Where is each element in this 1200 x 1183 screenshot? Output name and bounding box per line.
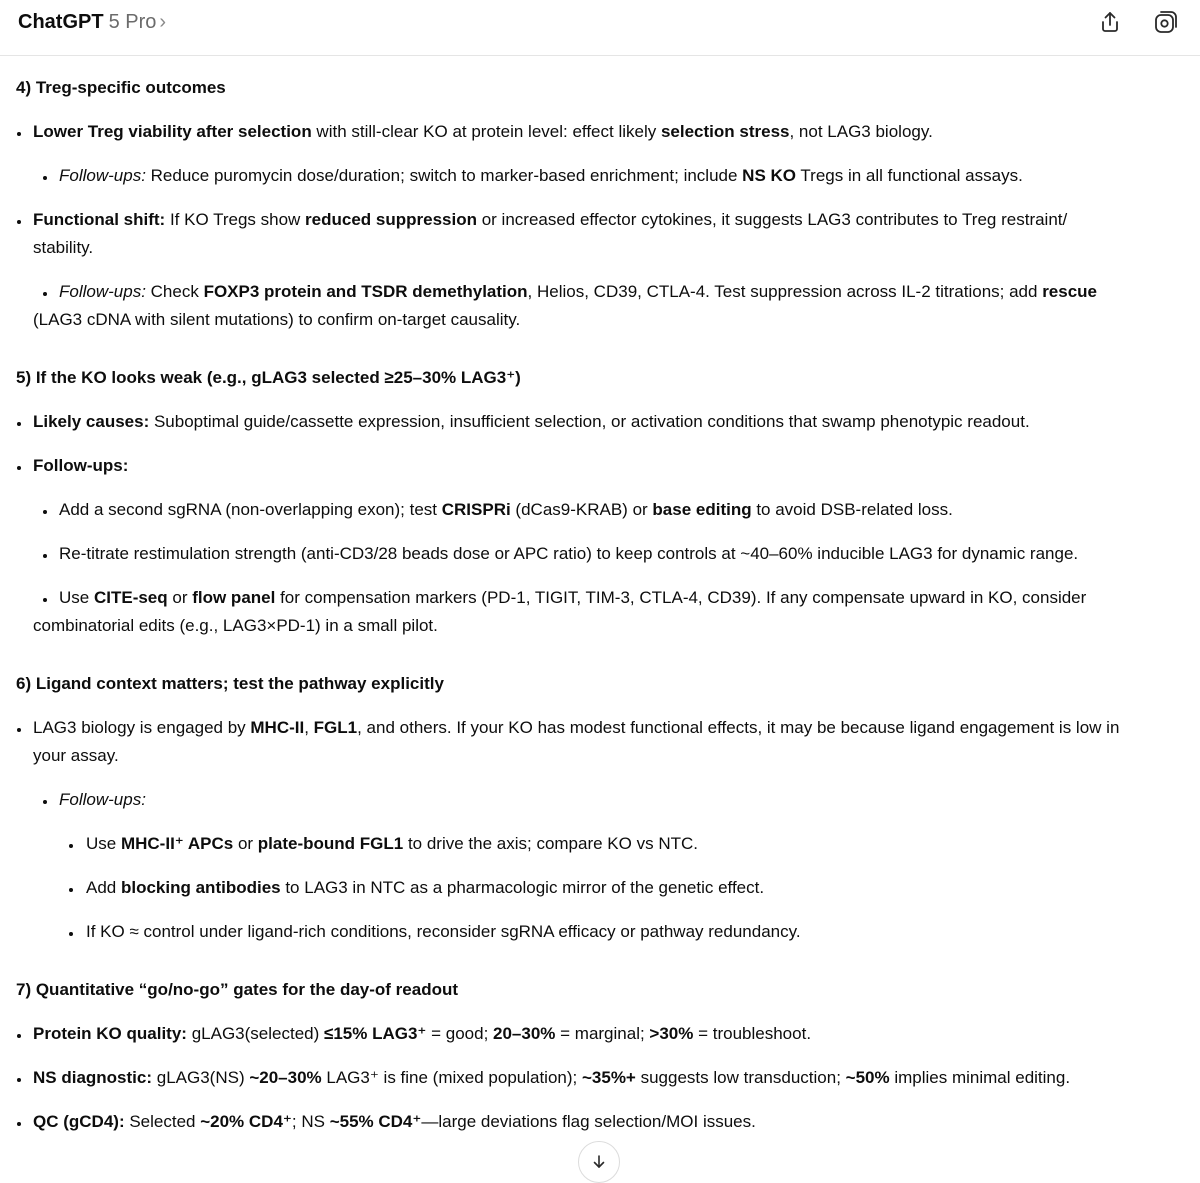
- bullet: [69, 932, 73, 936]
- list-item: QC (gCD4): Selected ~20% CD4⁺; NS ~55% CD4⁺—large deviations flag selection/MOI issues.: [33, 1112, 756, 1131]
- list-item: Follow-ups:: [59, 790, 146, 809]
- list-item-continued: combinatorial edits (e.g., LAG3×PD-1) in a small pilot.: [33, 616, 438, 635]
- section-heading: 6) Ligand context matters; test the pathway explicitly: [16, 674, 444, 693]
- bullet: [43, 800, 47, 804]
- list-item: Follow-ups: Check FOXP3 protein and TSDR demethylation, Helios, CD39, CTLA-4. Test suppression across IL-2 titrations; add rescue: [59, 282, 1098, 301]
- model-selector[interactable]: [18, 8, 166, 36]
- bullet: [17, 1034, 21, 1038]
- list-item: Use MHC-II⁺ APCs or plate-bound FGL1 to drive the axis; compare KO vs NTC.: [86, 834, 698, 853]
- section-heading: 5) If the KO looks weak (e.g., gLAG3 selected ≥25–30% LAG3⁺): [16, 368, 521, 387]
- list-item: Likely causes: Suboptimal guide/cassette expression, insufficient selection, or activation conditions that swamp phenotypic readout.: [33, 412, 1030, 431]
- bullet: [43, 598, 47, 602]
- new-chat-button[interactable]: [1150, 6, 1182, 38]
- bullet: [17, 728, 21, 732]
- new-chat-icon: [1153, 9, 1179, 35]
- top-bar: [0, 0, 1200, 56]
- bullet: [43, 554, 47, 558]
- share-icon: [1098, 10, 1122, 34]
- section-heading: 7) Quantitative “go/no-go” gates for the day-of readout: [16, 980, 459, 999]
- list-item: Functional shift: If KO Tregs show reduced suppression or increased effector cytokines, it suggests LAG3 contributes to Treg restraint/: [33, 210, 1068, 229]
- bullet: [17, 132, 21, 136]
- scroll-to-bottom-button[interactable]: [578, 1141, 620, 1183]
- chevron-right-icon: ›: [159, 10, 167, 33]
- bullet: [69, 888, 73, 892]
- list-item: Follow-ups: Reduce puromycin dose/duration; switch to marker-based enrichment; include NS KO Tregs in all functional assays.: [59, 166, 1023, 185]
- section-heading: 4) Treg-specific outcomes: [16, 78, 226, 97]
- bullet: [17, 422, 21, 426]
- bullet: [43, 176, 47, 180]
- list-item: Re-titrate restimulation strength (anti-CD3/28 beads dose or APC ratio) to keep controls at ~40–60% inducible LAG3 for dynamic range.: [59, 544, 1079, 563]
- model-name: 5 Pro: [108, 10, 157, 33]
- list-item: Follow-ups:: [33, 456, 129, 475]
- bullet: [17, 220, 21, 224]
- assistant-message: [0, 56, 1200, 1168]
- bullet: [69, 844, 73, 848]
- share-button[interactable]: [1094, 6, 1126, 38]
- list-item: Add blocking antibodies to LAG3 in NTC as a pharmacologic mirror of the genetic effect.: [86, 878, 765, 897]
- list-item: Protein KO quality: gLAG3(selected) ≤15% LAG3⁺ = good; 20–30% = marginal; >30% = troubleshoot.: [33, 1024, 812, 1043]
- bullet: [17, 466, 21, 470]
- list-item: LAG3 biology is engaged by MHC-II, FGL1, and others. If your KO has modest functional effects, it may be because ligand engagement is low in: [33, 718, 1120, 737]
- bullet: [17, 1122, 21, 1126]
- app-name: ChatGPT: [18, 10, 104, 33]
- bullet: [43, 292, 47, 296]
- list-item: Add a second sgRNA (non-overlapping exon); test CRISPRi (dCas9-KRAB) or base editing to avoid DSB-related loss.: [59, 500, 953, 519]
- list-item: If KO ≈ control under ligand-rich conditions, reconsider sgRNA efficacy or pathway redundancy.: [86, 922, 801, 941]
- list-item: Lower Treg viability after selection with still-clear KO at protein level: effect likely selection stress, not LAG3 biology.: [33, 122, 933, 141]
- bullet: [43, 510, 47, 514]
- list-item-continued: stability.: [33, 238, 94, 257]
- list-item: NS diagnostic: gLAG3(NS) ~20–30% LAG3⁺ is fine (mixed population); ~35%+ suggests low transduction; ~50% implies minimal editing.: [33, 1068, 1071, 1087]
- list-item-continued: your assay.: [33, 746, 119, 765]
- list-item: Use CITE-seq or flow panel for compensation markers (PD-1, TIGIT, TIM-3, CTLA-4, CD39). If any compensate upward in KO, consider: [59, 588, 1087, 607]
- list-item-continued: (LAG3 cDNA with silent mutations) to confirm on-target causality.: [33, 310, 521, 329]
- bullet: [17, 1078, 21, 1082]
